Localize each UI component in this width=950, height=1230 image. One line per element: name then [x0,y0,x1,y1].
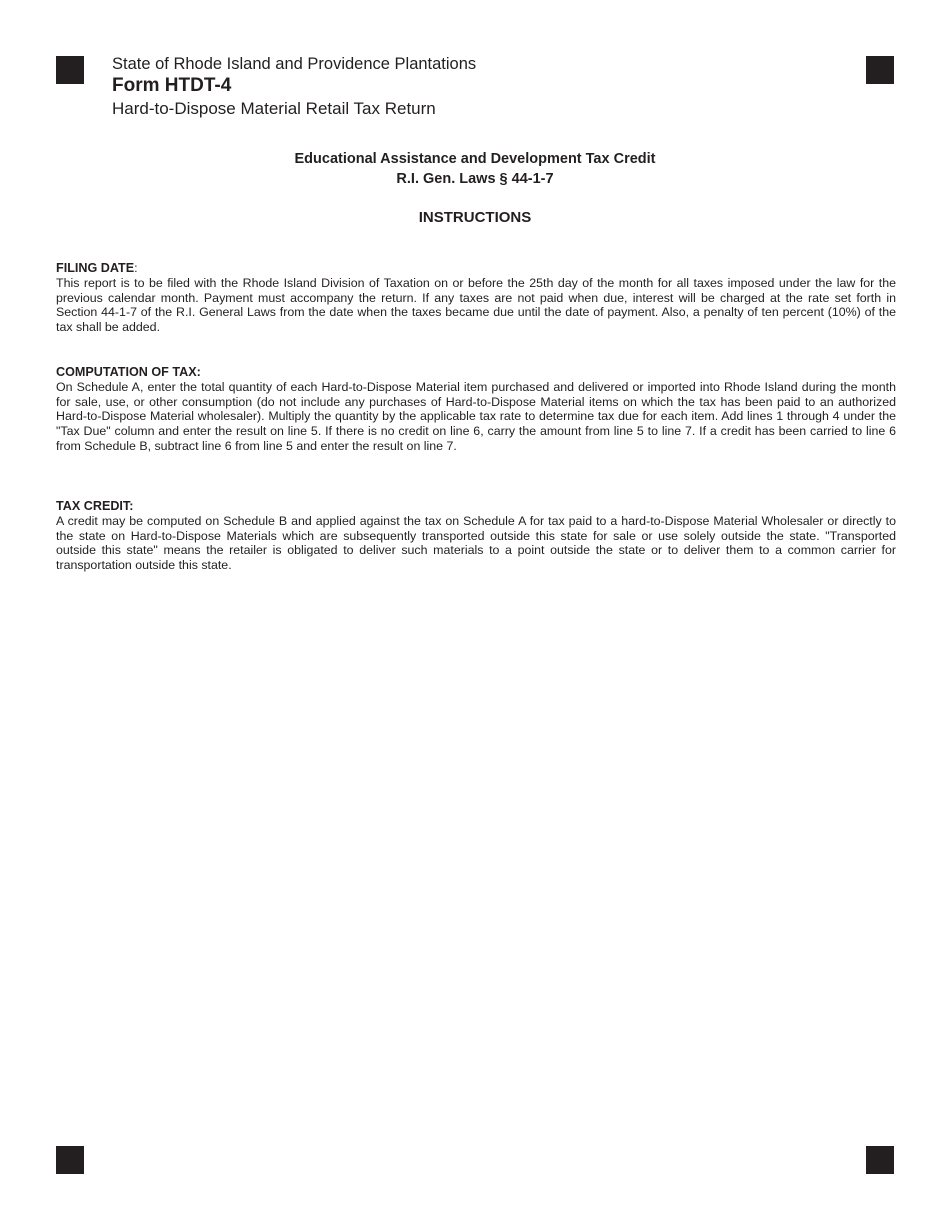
registration-mark-top-right [866,56,894,84]
filing-date-section [56,261,896,335]
tax-credit-heading: TAX CREDIT: [56,499,134,513]
computation-heading: COMPUTATION OF TAX: [56,365,201,379]
filing-date-body: This report is to be filed with the Rhode Island Division of Taxation on or before the 25th day of the month for all taxes imposed under the law for the previous calendar month. Payment must accompany the return. If any taxes are not paid when due, interest will be charged at the rate set forth in Section 44-1-7 of the R.I. General Laws from the date when the taxes became due until the date of payment. Also, a penalty of ten percent (10%) of the tax shall be added. [56,275,896,335]
registration-mark-bottom-right [866,1146,894,1174]
computation-body: On Schedule A, enter the total quantity of each Hard-to-Dispose Material item purchased and delivered or imported into Rhode Island during the month for sale, use, or other consumption (do not include any purchases of Hard-to-Dispose Material items on which the tax has been paid to an authorized Hard-to-Dispose Material wholesaler). Multiply the quantity by the applicable tax rate to determine tax due for each item. Add lines 1 through 4 under the "Tax Due" column and enter the result on line 5. If there is no credit on line 6, carry the amount from line 5 to line 7. If a credit has been carried to line 6 from Schedule B, subtract line 6 from line 5 and enter the result on line 7. [56,379,896,453]
instructions-heading: INSTRUCTIONS [418,209,532,226]
filing-date-heading-line [56,261,896,276]
form-header [112,54,476,121]
form-number: Form HTDT-4 [112,75,232,96]
form-title: Hard-to-Dispose Material Retail Tax Return [112,99,436,118]
registration-mark-bottom-left [56,1146,84,1174]
filing-date-heading: FILING DATE [56,261,135,275]
computation-section [56,365,896,454]
credit-title: Educational Assistance and Development Tax Credit [294,151,656,167]
tax-credit-body: A credit may be computed on Schedule B and applied against the tax on Schedule A for tax paid to a hard-to-Dispose Material Wholesaler or directly to the state on Hard-to-Dispose Materials which are subsequently transported outside this state for sale or use solely outside the state. "Transported outside this state" means the retailer is obligated to deliver such materials to a point outside the state or to deliver them to a common carrier for transportation outside this state. [56,513,896,573]
state-name: State of Rhode Island and Providence Plantations [112,55,477,73]
filing-date-colon: : [134,261,138,275]
law-reference: R.I. Gen. Laws § 44-1-7 [396,171,554,187]
registration-mark-top-left [56,56,84,84]
tax-credit-section [56,499,896,573]
